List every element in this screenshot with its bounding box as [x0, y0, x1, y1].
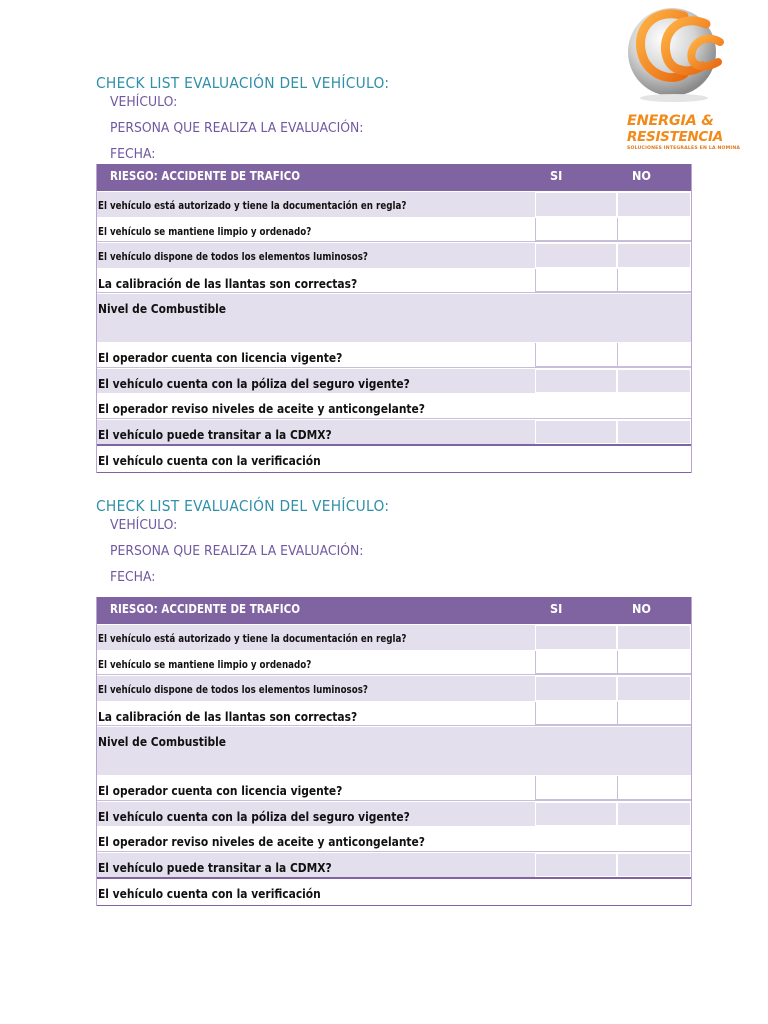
table-row [97, 293, 691, 342]
table-row [97, 650, 691, 675]
header-no: NO [632, 601, 651, 616]
question-text[interactable]: Nivel de Combustible [98, 734, 227, 749]
no-checkbox-cell[interactable] [617, 625, 691, 650]
table-row [97, 675, 691, 701]
no-checkbox-cell[interactable] [617, 702, 691, 725]
table-row [97, 726, 691, 775]
question-text: El vehículo cuenta con la póliza del seguro vigente? [98, 376, 410, 391]
table-header [97, 164, 691, 191]
question-text: El vehículo dispone de todos los elementos luminosos? [98, 683, 368, 696]
no-checkbox-cell[interactable] [617, 243, 691, 268]
question-text: El vehículo dispone de todos los elementos luminosos? [98, 250, 368, 263]
si-checkbox-cell[interactable] [535, 702, 617, 725]
table-row [97, 191, 691, 217]
logo-line-1: ENERGIA & [627, 113, 714, 129]
table-row [97, 852, 691, 877]
logo-wordmark [627, 113, 741, 153]
no-checkbox-cell[interactable] [617, 776, 691, 800]
field-vehiculo: VEHÍCULO: [110, 94, 178, 110]
logo-tagline: SOLUCIONES INTEGRALES EN LA NOMINA [627, 146, 741, 151]
table-row [97, 444, 691, 473]
question-text: El operador reviso niveles de aceite y anticongelante? [98, 401, 425, 416]
no-checkbox-cell[interactable] [617, 802, 691, 826]
checklist-table [96, 164, 692, 473]
header-riesgo: RIESGO: ACCIDENTE DE TRAFICO [110, 168, 301, 183]
logo-line-2: RESISTENCIA [627, 129, 723, 145]
si-checkbox-cell[interactable] [535, 676, 617, 701]
si-checkbox-cell[interactable] [535, 853, 617, 877]
no-checkbox-cell[interactable] [617, 218, 691, 241]
si-checkbox-cell[interactable] [535, 243, 617, 268]
table-row [97, 419, 691, 444]
question-text: El vehículo se mantiene limpio y ordenado? [98, 225, 312, 238]
table-row [97, 342, 691, 368]
table-row [97, 268, 691, 293]
question-text[interactable]: Nivel de Combustible [98, 301, 227, 316]
table-row [97, 775, 691, 801]
no-checkbox-cell[interactable] [617, 369, 691, 393]
section-title: CHECK LIST EVALUACIÓN DEL VEHÍCULO: [96, 497, 390, 515]
question-text: El vehículo cuenta con la verificación [98, 886, 321, 901]
header-no: NO [632, 168, 651, 183]
question-text: El vehículo está autorizado y tiene la documentación en regla? [98, 199, 407, 212]
table-row [97, 217, 691, 242]
question-text: La calibración de las llantas son correctas? [98, 709, 358, 724]
field-vehiculo: VEHÍCULO: [110, 517, 178, 533]
si-checkbox-cell[interactable] [535, 192, 617, 217]
no-checkbox-cell[interactable] [617, 853, 691, 877]
question-text: El vehículo está autorizado y tiene la documentación en regla? [98, 632, 407, 645]
no-checkbox-cell[interactable] [617, 192, 691, 217]
si-checkbox-cell[interactable] [535, 218, 617, 241]
table-row [97, 393, 691, 419]
field-persona: PERSONA QUE REALIZA LA EVALUACIÓN: [110, 543, 364, 559]
si-checkbox-cell[interactable] [535, 269, 617, 292]
table-row [97, 826, 691, 852]
si-checkbox-cell[interactable] [535, 625, 617, 650]
header-riesgo: RIESGO: ACCIDENTE DE TRAFICO [110, 601, 301, 616]
question-text: El vehículo cuenta con la verificación [98, 453, 321, 468]
question-text: El vehículo puede transitar a la CDMX? [98, 860, 332, 875]
table-row [97, 242, 691, 268]
question-text: El vehículo se mantiene limpio y ordenado? [98, 658, 312, 671]
no-checkbox-cell[interactable] [617, 269, 691, 292]
si-checkbox-cell[interactable] [535, 343, 617, 367]
question-text: El operador reviso niveles de aceite y anticongelante? [98, 834, 425, 849]
table-row [97, 624, 691, 650]
field-fecha: FECHA: [110, 569, 156, 585]
header-si: SI [550, 168, 563, 183]
question-text: La calibración de las llantas son correctas? [98, 276, 358, 291]
si-checkbox-cell[interactable] [535, 802, 617, 826]
question-text: El vehículo cuenta con la póliza del seguro vigente? [98, 809, 410, 824]
header-si: SI [550, 601, 563, 616]
section-title: CHECK LIST EVALUACIÓN DEL VEHÍCULO: [96, 74, 390, 92]
table-row [97, 368, 691, 393]
question-text: El vehículo puede transitar a la CDMX? [98, 427, 332, 442]
no-checkbox-cell[interactable] [617, 420, 691, 444]
si-checkbox-cell[interactable] [535, 369, 617, 393]
field-persona: PERSONA QUE REALIZA LA EVALUACIÓN: [110, 120, 364, 136]
si-checkbox-cell[interactable] [535, 420, 617, 444]
question-text: El operador cuenta con licencia vigente? [98, 350, 343, 365]
no-checkbox-cell[interactable] [617, 343, 691, 367]
si-checkbox-cell[interactable] [535, 651, 617, 674]
checklist-table [96, 597, 692, 906]
table-row [97, 801, 691, 826]
si-checkbox-cell[interactable] [535, 776, 617, 800]
no-checkbox-cell[interactable] [617, 676, 691, 701]
table-row [97, 877, 691, 906]
table-header [97, 597, 691, 624]
field-fecha: FECHA: [110, 146, 156, 162]
no-checkbox-cell[interactable] [617, 651, 691, 674]
question-text: El operador cuenta con licencia vigente? [98, 783, 343, 798]
table-row [97, 701, 691, 726]
